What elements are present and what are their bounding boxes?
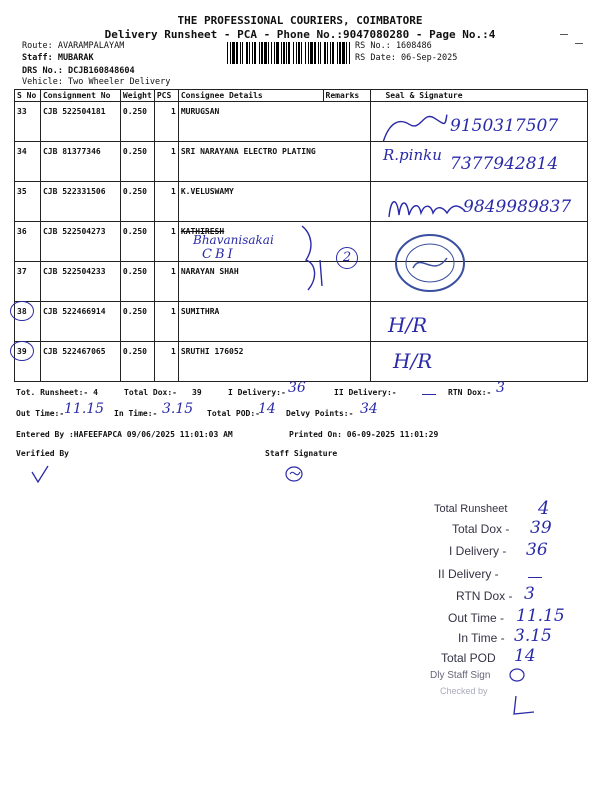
- table-header-row: [15, 90, 588, 102]
- tot-runsheet-label: Tot. Runsheet:- 4: [16, 388, 98, 397]
- handwritten-dash: [528, 577, 542, 578]
- cell-weight: 0.250: [120, 182, 154, 222]
- staff-label: Staff: MUBARAK: [22, 53, 94, 63]
- company-title: THE PROFESSIONAL COURIERS, COIMBATORE: [177, 14, 423, 27]
- stamp-total-pod: Total POD: [441, 651, 496, 665]
- seal-stamp-image: [393, 232, 467, 294]
- table-row: [15, 342, 588, 382]
- stamp-dly-staff: Dly Staff Sign: [430, 670, 491, 681]
- col-header-sno: S No: [15, 90, 41, 102]
- cell-consignee: K.VELUSWAMY: [178, 182, 371, 222]
- total-dox-label: Total Dox:-: [124, 388, 177, 397]
- cell-consignee: NARAYAN SHAH: [178, 262, 371, 302]
- handwritten-in-stamp: 3.15: [514, 626, 552, 646]
- handwritten-hr-38: H/R: [388, 313, 428, 337]
- cell-consignment: CJB 522504233: [40, 262, 120, 302]
- stamp-in-time: In Time -: [458, 631, 505, 645]
- verified-signature-mark: [28, 462, 52, 486]
- cell-consignee: SUMITHRA: [178, 302, 371, 342]
- cell-consignee: MURUGSAN: [178, 102, 371, 142]
- rs-date-label: RS Date: 06-Sep-2025: [355, 53, 458, 63]
- col-header-pcs: PCS: [154, 90, 178, 102]
- rs-no-label: RS No.: 1608486: [355, 41, 432, 51]
- cell-pcs: 1: [154, 302, 178, 342]
- stamp-total-dox: Total Dox -: [452, 522, 510, 536]
- scan-mark: [575, 43, 583, 44]
- cell-consignment: CJB 522504273: [40, 222, 120, 262]
- handwritten-runsheet: 4: [538, 498, 550, 519]
- handwritten-phone-35: 9849989837: [463, 197, 572, 217]
- handwritten-rtn: 3: [496, 380, 505, 396]
- barcode-image: [227, 42, 351, 64]
- handwritten-name-36: Bhavanisakai: [193, 233, 274, 247]
- handwritten-i-delivery-stamp: 36: [526, 540, 548, 560]
- stamp-checked-by: Checked by: [440, 686, 488, 696]
- handwritten-phone-33: 9150317507: [450, 116, 559, 136]
- cell-consignee: KATHIRESH: [178, 222, 371, 262]
- col-header-consignment: Consignment No: [40, 90, 120, 102]
- col-header-remarks: Remarks: [323, 90, 371, 102]
- cell-consignment: CJB 81377346: [40, 142, 120, 182]
- drs-label: DRS No.: DCJB160848604: [22, 66, 135, 76]
- stamp-out-time: Out Time -: [448, 611, 505, 625]
- cell-pcs: 1: [154, 342, 178, 382]
- cell-consignee: SRI NARAYANA ELECTRO PLATING: [178, 142, 371, 182]
- checked-signature-mark: [508, 694, 538, 718]
- verified-by-label: Verified By: [16, 449, 69, 458]
- printed-on-label: Printed On: 06-09-2025 11:01:29: [289, 430, 439, 439]
- stamp-total-runsheet: Total Runsheet: [434, 503, 508, 515]
- scan-mark: [560, 34, 568, 35]
- handwritten-out-time: 11.15: [64, 401, 105, 417]
- handwritten-pod-stamp: 14: [514, 646, 536, 666]
- cell-pcs: 1: [154, 262, 178, 302]
- cell-pcs: 1: [154, 102, 178, 142]
- col-header-seal: Seal & Signature: [371, 90, 588, 102]
- total-dox-value: 39: [192, 388, 202, 397]
- cell-weight: 0.250: [120, 342, 154, 382]
- col-header-consignee: Consignee Details: [178, 90, 323, 102]
- ii-delivery-label: II Delivery:-: [334, 388, 397, 397]
- cell-sno: 36: [15, 222, 41, 262]
- handwritten-out-stamp: 11.15: [516, 606, 565, 626]
- cell-sno: 33: [15, 102, 41, 142]
- handwritten-city-36: CBI: [202, 247, 236, 262]
- cell-pcs: 1: [154, 142, 178, 182]
- cell-pcs: 1: [154, 182, 178, 222]
- circle-mark: [10, 301, 34, 321]
- stamp-rtn-dox: RTN Dox -: [456, 589, 513, 603]
- cell-sno: 37: [15, 262, 41, 302]
- circle-mark: [10, 341, 34, 361]
- cell-consignment: CJB 522504181: [40, 102, 120, 142]
- cell-consignment: CJB 522466914: [40, 302, 120, 342]
- delvy-points-label: Delvy Points:-: [286, 409, 354, 418]
- signature-scrawl: [378, 106, 451, 147]
- cell-sno: 39: [15, 342, 41, 382]
- cell-consignment: CJB 522331506: [40, 182, 120, 222]
- signature-mark: [385, 193, 475, 223]
- handwritten-phone-34: 7377942814: [450, 154, 559, 174]
- cell-weight: 0.250: [120, 222, 154, 262]
- entered-by-label: Entered By :HAFEEFAPCA 09/06/2025 11:01:03 AM: [16, 430, 233, 439]
- handwritten-rtn-stamp: 3: [524, 584, 535, 604]
- cell-sno: 38: [15, 302, 41, 342]
- total-pod-label: Total POD:-: [207, 409, 260, 418]
- handwritten-i-delivery: 36: [288, 380, 306, 396]
- handwritten-in-time: 3.15: [162, 401, 194, 417]
- cell-sno: 35: [15, 182, 41, 222]
- handwritten-dox: 39: [530, 518, 552, 538]
- staff-signature-label: Staff Signature: [265, 449, 338, 458]
- cell-sno: 34: [15, 142, 41, 182]
- table-row: [15, 302, 588, 342]
- stamp-signature-mark: [508, 666, 526, 684]
- cell-weight: 0.250: [120, 102, 154, 142]
- cell-weight: 0.250: [120, 142, 154, 182]
- cell-consignee: SRUTHI 176052: [178, 342, 371, 382]
- signature-mark: [378, 106, 451, 143]
- cell-consignment: CJB 522467065: [40, 342, 120, 382]
- runsheet-subtitle: Delivery Runsheet - PCA - Phone No.:9047080280 - Page No.:4: [104, 28, 496, 41]
- staff-signature-mark: [284, 464, 306, 484]
- route-label: Route: AVARAMPALAYAM: [22, 41, 125, 51]
- cell-weight: 0.250: [120, 302, 154, 342]
- out-time-label: Out Time:-: [16, 409, 65, 418]
- vehicle-label: Vehicle: Two Wheeler Delivery: [22, 77, 171, 87]
- col-header-weight: Weight: [120, 90, 154, 102]
- handwritten-count-36: 2: [336, 247, 358, 269]
- in-time-label: In Time:-: [114, 409, 158, 418]
- stamp-i-delivery: I Delivery -: [449, 544, 507, 558]
- rtn-dox-label: RTN Dox:-: [448, 388, 492, 397]
- handwritten-pod: 14: [258, 401, 276, 417]
- stamp-ii-delivery: II Delivery -: [438, 567, 499, 581]
- cell-weight: 0.250: [120, 262, 154, 302]
- i-delivery-label: I Delivery:-: [228, 388, 286, 397]
- cell-pcs: 1: [154, 222, 178, 262]
- handwritten-name-34: R.pinku: [383, 146, 442, 164]
- handwritten-dash: [422, 394, 436, 395]
- handwritten-points: 34: [360, 401, 378, 417]
- handwritten-hr-39: H/R: [393, 349, 433, 373]
